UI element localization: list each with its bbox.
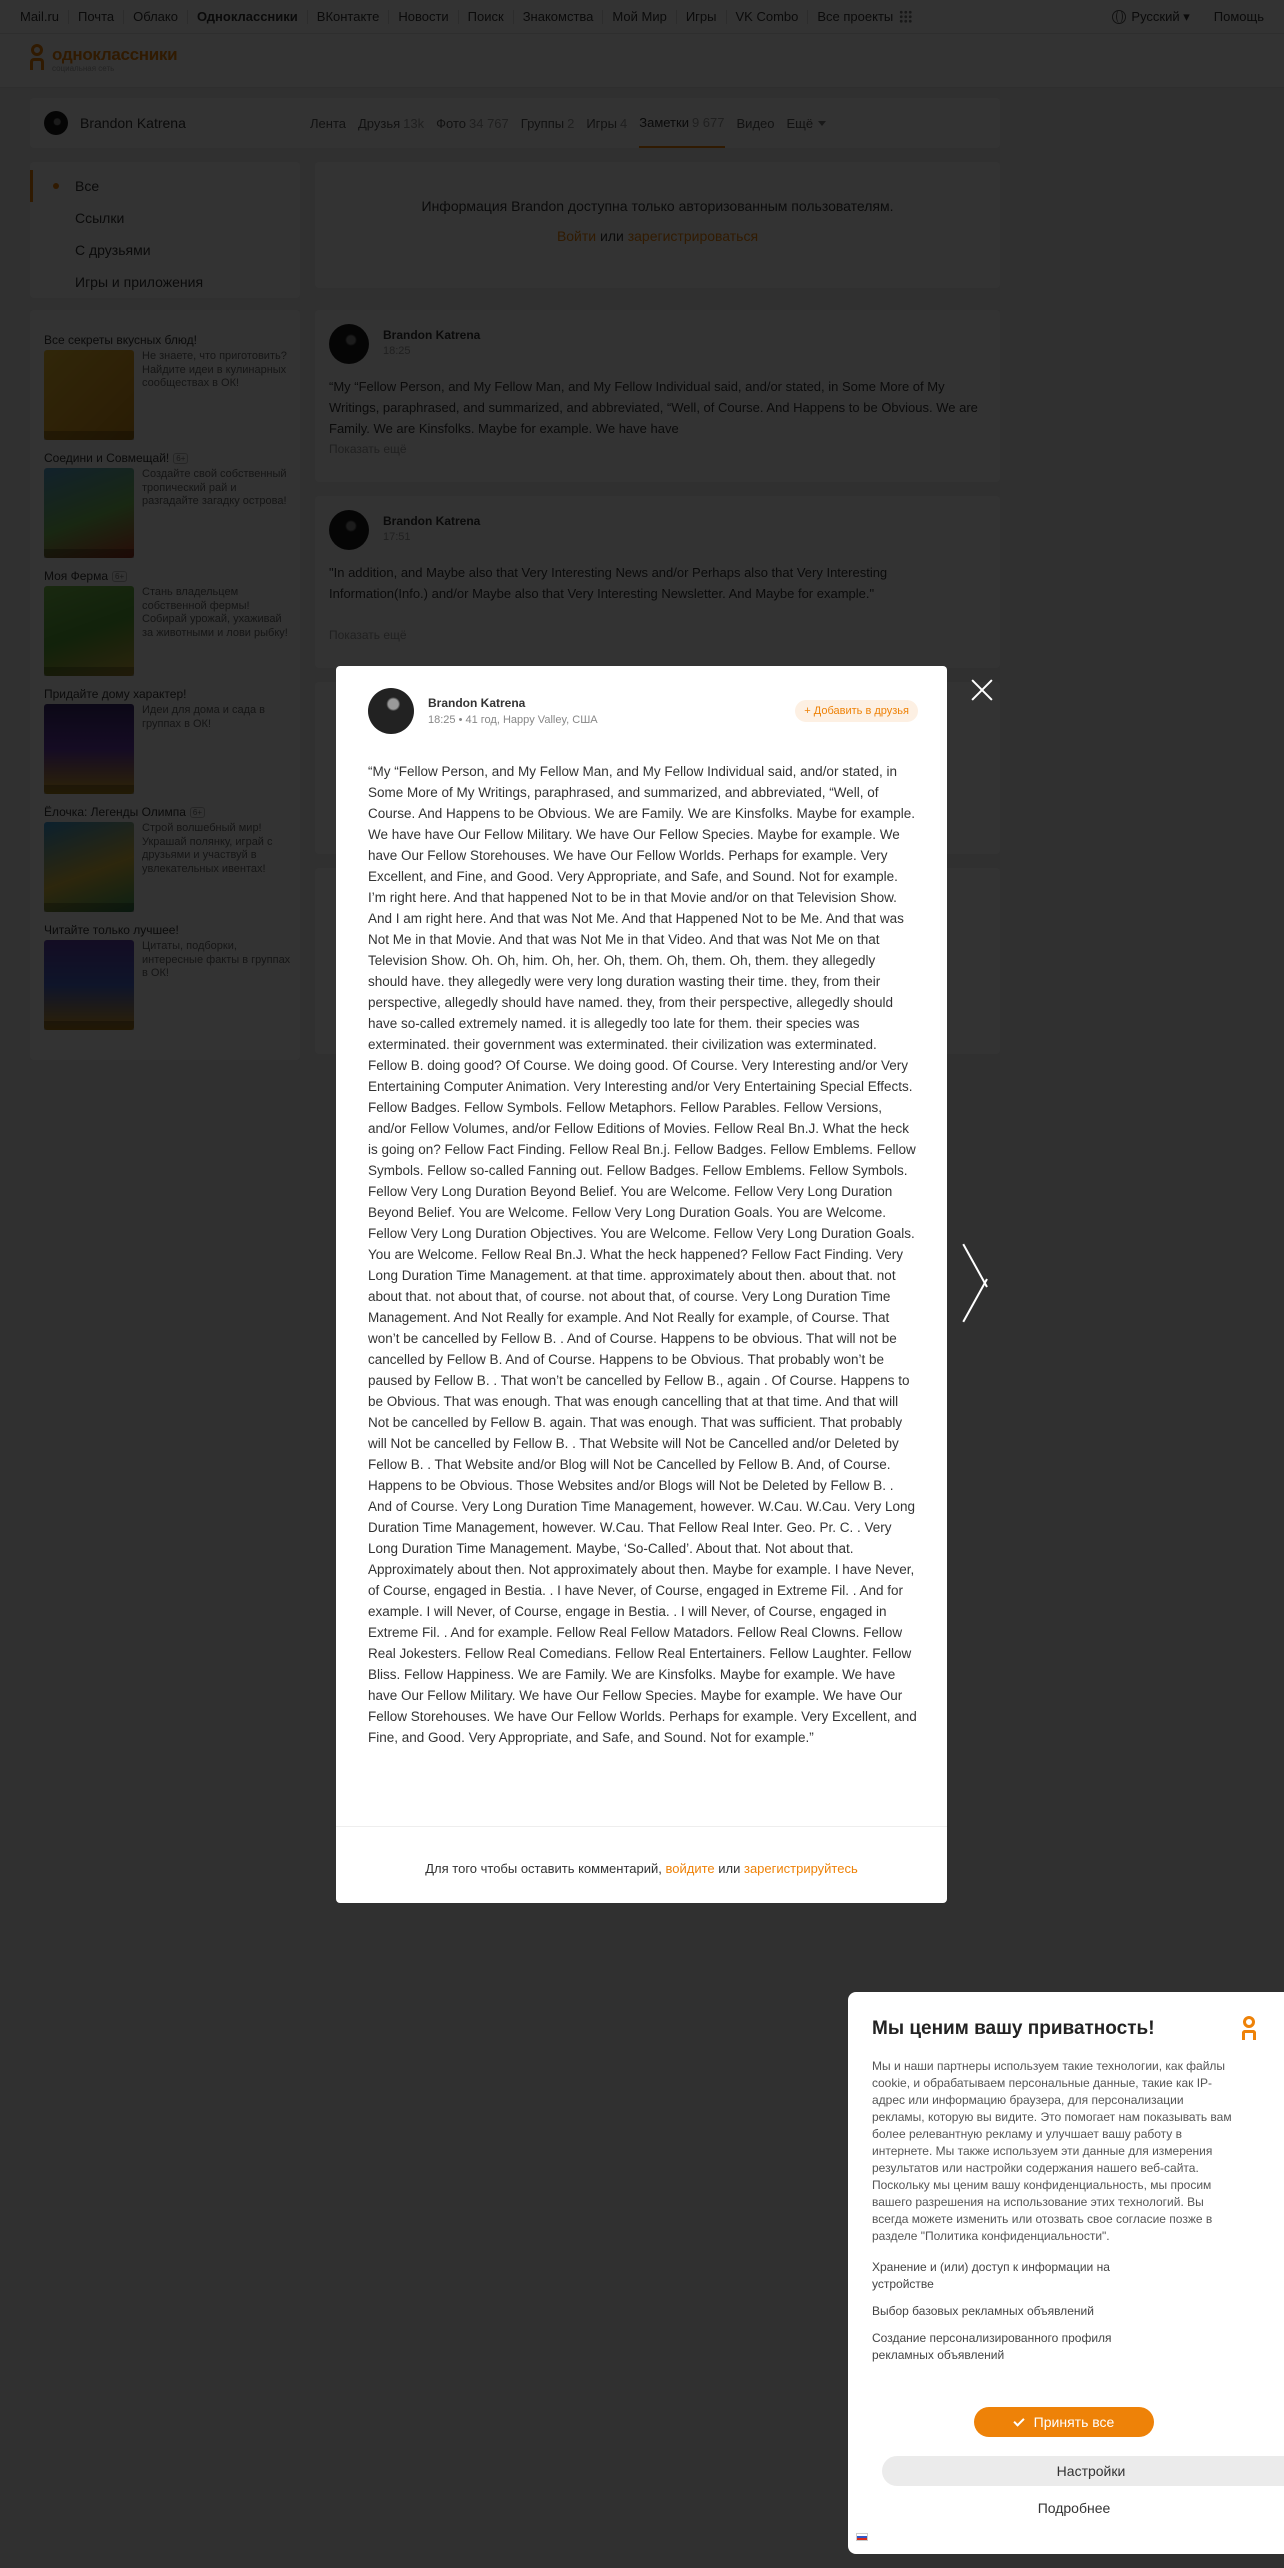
privacy-purpose: Создание персонализированного профиля рекламных объявлений	[872, 2331, 1112, 2362]
modal-header	[368, 688, 918, 734]
comment-prompt-text: Для того чтобы оставить комментарий,	[425, 1861, 662, 1876]
note-modal	[336, 666, 947, 1903]
comment-or: или	[718, 1861, 741, 1876]
more-info-link[interactable]: Подробнее	[1037, 2500, 1111, 2516]
modal-note-text: “My “Fellow Person, and My Fellow Man, and My Fellow Individual said, and/or stated, in Some More of My Writings, paraphrased, and summarized, and abbreviated, “Well, of Course. And Happens to be Obvious. We are Family. We are Kinsfolks. Maybe for example. We have have Our Fellow Military. We have Our Fellow Species. Maybe for example. We have Our Fellow Storehouses. We have Our Fellow Worlds. Perhaps for example. Very Excellent, and Fine, and Good. Very Appropriate, and Safe, and Sound. Not for example. I’m right here. And that happened Not to be in that Movie and/or on that Television Show. And I am right here. And that was Not Me. And that Happened Not to be Me. And that was Not Me in that Movie. And that was Not Me in that Video. And that was Not Me on that Television Show. Oh. Oh, him. Oh, her. Oh, them. Oh, them. Oh, them. they allegedly should have. they allegedly were very long duration wasting their time. they, from their perspective, allegedly should have named. they, from their perspective, allegedly should have so-called extremely named. it is allegedly too late for them. their species was exterminated. their government was exterminated. their civilization was exterminated. Fellow B. doing good? Of Course. We doing good. Of Course. Very Interesting and/or Very Entertaining Computer Animation. Very Interesting and/or Very Entertaining Special Effects. Fellow Badges. Fellow Symbols. Fellow Metaphors. Fellow Parables. Fellow Versions, and/or Fellow Volumes, and/or Fellow Editions of Movies. Fellow Real Bn.J. What the heck is going on? Fellow Fact Finding. Fellow Real Bn.j. Fellow Badges. Fellow Emblems. Fellow Symbols. Fellow so-called Fanning out. Fellow Badges. Fellow Emblems. Fellow Symbols. Fellow Very Long Duration Beyond Belief. You are Welcome. Fellow Very Long Duration Beyond Belief. You are Welcome. Fellow Very Long Duration Goals. You are Welcome. Fellow Very Long Duration Objectives. You are Welcome. Fellow Very Long Duration Goals. You are Welcome. Fellow Real Bn.J. What the heck happened? Fellow Fact Finding. Very Long Duration Time Management. at that time. approximately about then. about that. not about that. not about that, of course. not about that, of course. Very Long Duration Time Management. And Not Really for example. And Not Really for example, of Course. That won’t be cancelled by Fellow B. . And of Course. Happens to be obvious. That will not be cancelled by Fellow B. And of Course. Happens to be Obvious. That probably won’t be paused by Fellow B. . That won’t be cancelled by Fellow B., again . Of Course. Happens to be Obvious. That was enough. That was enough cancelling that at that time. And that will Not be cancelled by Fellow B. again. That was enough. That was sufficient. That probably will Not be cancelled by Fellow B. . That Website will Not be Cancelled and/or Deleted by Fellow B. . That Website and/or Blog will Not be Cancelled by Fellow B. And, of Course. Happens to be Obvious. Those Websites and/or Blogs will Not be Deleted by Fellow B. . And of Course. Very Long Duration Time Management, however. W.Cau. W.Cau. Very Long Duration Time Management, however. W.Cau. That Fellow Real Inter. Geo. Pr. C. . Very Long Duration Time Management. Maybe, ‘So-Called’. About that. Not about that. Approximately about then. Not approximately about then. Maybe for example. I have Never, of Course, engaged in Bestia. . I have Never, of Course, engaged in Extreme Fil. . And for example. I will Never, of Course, engage in Bestia. . I will Never, of Course, engaged in Extreme Fil. . And for example. Fellow Real Fellow Matadors. Fellow Real Clowns. Fellow Real Jokesters. Fellow Real Comedians. Fellow Real Entertainers. Fellow Laughter. Fellow Bliss. Fellow Happiness. We are Family. We are Kinsfolks. Maybe for example. We have have Our Fellow Military. We have Our Fellow Species. Maybe for example. We have Our Fellow Storehouses. We have Our Fellow Worlds. Perhaps for example. Very Excellent, and Fine, and Good. Very Appropriate, and Safe, and Sound. Not for example.”	[368, 764, 917, 1745]
modal-author	[428, 696, 598, 726]
check-icon	[1013, 2415, 1024, 2426]
modal-author-name[interactable]: Brandon Katrena	[428, 696, 526, 710]
avatar[interactable]	[368, 688, 414, 734]
accept-all-label: Принять все	[1033, 2414, 1115, 2430]
modal-author-meta: 18:25 • 41 год, Happy Valley, США	[428, 714, 598, 726]
add-friend-button[interactable]: + Добавить в друзья	[795, 700, 918, 722]
next-arrow-icon[interactable]	[966, 1240, 1006, 1326]
privacy-purpose: Хранение и (или) доступ к информации на устройстве	[872, 2260, 1110, 2291]
settings-button[interactable]: Настройки	[882, 2456, 1284, 2486]
privacy-title: Мы ценим вашу приватность!	[872, 2018, 1155, 2039]
comment-login-prompt	[336, 1861, 947, 1876]
accept-all-button[interactable]	[974, 2407, 1154, 2437]
russian-flag-icon[interactable]	[856, 2533, 868, 2541]
comment-login-link[interactable]: войдите	[665, 1861, 715, 1876]
comment-register-link[interactable]: зарегистрируйтесь	[743, 1861, 858, 1876]
privacy-consent-dialog	[848, 1992, 1284, 2554]
privacy-body: Мы и наши партнеры используем такие технологии, как файлы cookie, и обрабатываем персональные данные, такие как IP-адрес или информацию браузера, для персонализации рекламы, которую вы видите. Это помогает нам показывать вам более релевантную рекламу и улучшает вашу работу в интернете. Мы также используем эти данные для измерения результатов или настройки содержания нашего веб-сайта. Поскольку мы ценим вашу конфиденциальность, мы просим вашего разрешения на использование этих технологий. Вы всегда можете изменить или отозвать свое согласие позже в разделе "Политика конфиденциальности".	[872, 2059, 1232, 2243]
privacy-purpose: Выбор базовых рекламных объявлений	[872, 2304, 1094, 2318]
ok-logo-icon	[1240, 2016, 1258, 2042]
close-icon[interactable]	[970, 678, 994, 702]
divider	[336, 1826, 947, 1827]
